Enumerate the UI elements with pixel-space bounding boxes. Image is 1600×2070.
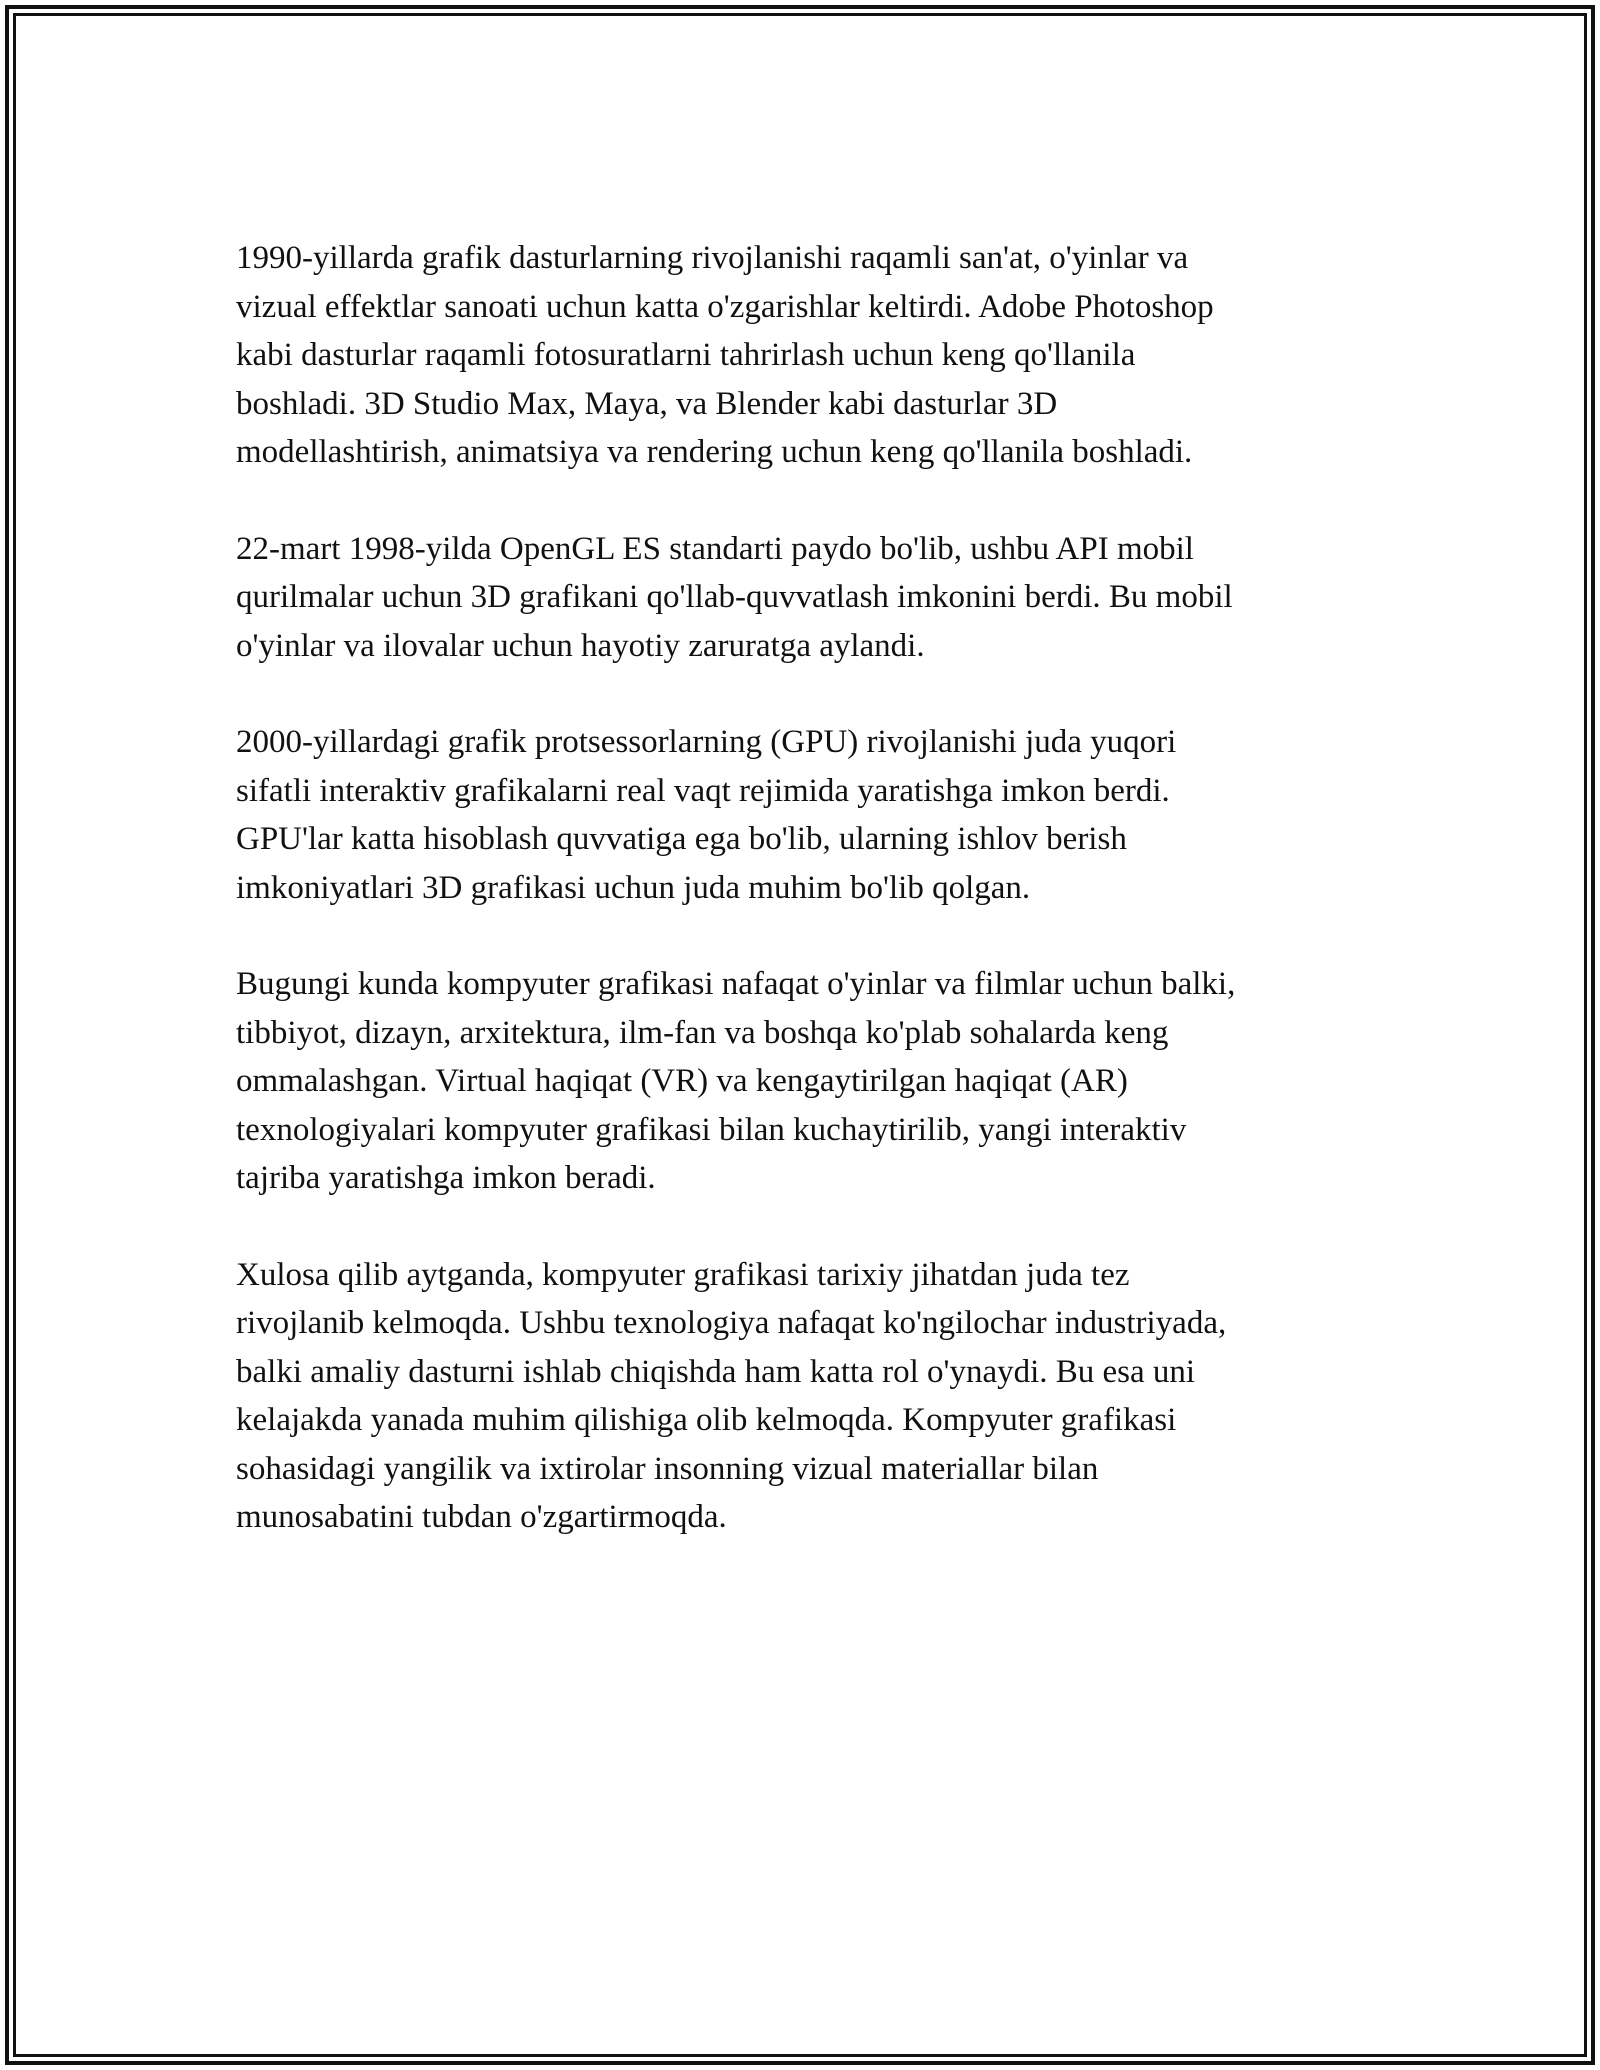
paragraph-1990s-graphics-software: 1990-yillarda grafik dasturlarning rivojlanishi raqamli san'at, o'yinlar va vizual effektlar sanoati uchun katta o'zgarishlar keltirdi. Adobe Photoshop kabi dasturlar raqamli fotosuratlarni tahrirlash uchun keng qo'llanila boshladi. 3D Studio Max, Maya, va Blender kabi dasturlar 3D modellashtirish, animatsiya va rendering uchun keng qo'llanila boshladi. xyxy=(236,240,1214,470)
paragraph-gpu-development: 2000-yillardagi grafik protsessorlarning (GPU) rivojlanishi juda yuqori sifatli interaktiv grafikalarni real vaqt rejimida yaratishga imkon berdi. GPU'lar katta hisoblash quvvatiga ega bo'lib, ularning ishlov berish imkoniyatlari 3D grafikasi uchun juda muhim bo'lib qolgan. xyxy=(236,724,1177,906)
paragraph-modern-applications: Bugungi kunda kompyuter grafikasi nafaqat o'yinlar va filmlar uchun balki, tibbiyot, dizayn, arxitektura, ilm-fan va boshqa ko'plab sohalarda keng ommalashgan. Virtual haqiqat (VR) va kengaytirilgan haqiqat (AR) texnologiyalari kompyuter grafikasi bilan kuchaytirilib, yangi interaktiv tajriba yaratishga imkon beradi. xyxy=(236,966,1236,1196)
paragraph-conclusion: Xulosa qilib aytganda, kompyuter grafikasi tarixiy jihatdan juda tez rivojlanib kelmoqda. Ushbu texnologiya nafaqat ko'ngilochar industriyada, balki amaliy dasturni ishlab chiqishda ham katta rol o'ynaydi. Bu esa uni kelajakda yanada muhim qilishiga olib kelmoqda. Kompyuter grafikasi sohasidagi yangilik va ixtirolar insonning vizual materiallar bilan munosabatini tubdan o'zgartirmoqda. xyxy=(236,1256,1227,1535)
document-body xyxy=(236,234,1376,1590)
paragraph-opengl-es: 22-mart 1998-yilda OpenGL ES standarti paydo bo'lib, ushbu API mobil qurilmalar uchun 3D grafikani qo'llab-quvvatlash imkonini berdi. Bu mobil o'yinlar va ilovalar uchun hayotiy zaruratga aylandi. xyxy=(236,530,1233,664)
